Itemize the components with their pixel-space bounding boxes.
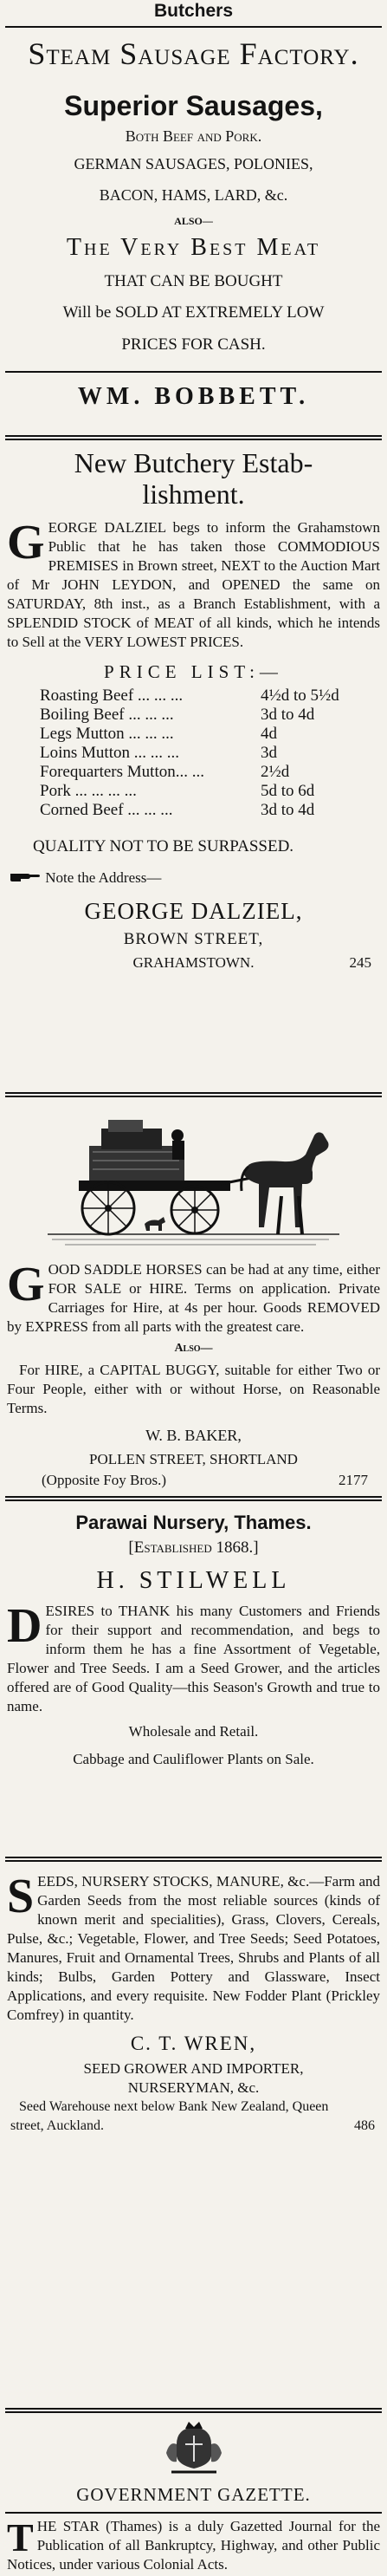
ad-line: GERMAN SAUSAGES, POLONIES,	[74, 155, 313, 172]
price-item: Corned Beef ... ... ...	[40, 801, 173, 819]
ad-line: The Very Best Meat	[66, 234, 321, 261]
price-item: Boiling Beef ... ... ...	[40, 706, 174, 724]
price-row	[40, 782, 370, 801]
advertiser-name: GEORGE DALZIEL,	[84, 898, 303, 925]
advertiser-town: GRAHAMSTOWN.	[132, 954, 255, 972]
established-line: [Established 1868.]	[128, 1538, 259, 1557]
horse-cart-icon	[48, 1113, 339, 1252]
ad-number: 245	[349, 954, 371, 972]
ad-body: G OOD SADDLE HORSES can be had at any time, either FOR SALE or HIRE. Terms on application. Private Carriages for Hire, at 4s per hour. Goods REMOVED by EXPRESS from all parts with the greatest care. Also— For HIRE, a CAPITAL BUGGY, suitable for either Two or Four People, either with or without Horse, on Reasonable Terms. W. B. BAKER, POLLEN STREET, SHORTLAND (Opposite Foy Bros.) 2177	[7, 1260, 380, 1491]
price-list-title: PRICE LIST:—	[104, 661, 283, 682]
drop-cap: T	[7, 2515, 34, 2560]
advertiser-name: H. STILWELL	[96, 1567, 291, 1594]
divider	[5, 1857, 382, 1862]
advertiser-name: C. T. WREN,	[130, 2033, 257, 2054]
advertiser-address: Seed Warehouse next below Bank New Zealand, Queen street, Auckland. 486	[0, 2098, 387, 2136]
ad-line: PRICES FOR CASH.	[121, 335, 266, 354]
ad-body: G EORGE DALZIEL begs to inform the Grahamstown Public that he has taken those COMMODIOUS PREMISES in Brown street, NEXT to the Auction Mart of Mr JOHN LEYDON, and OPENED the same on SATURDAY, 8th inst., as a Branch Establishment, with a SPLENDID STOCK of MEAT of all kinds, which he intends to Sell at the VERY LOWEST PRICES.	[7, 516, 380, 650]
divider	[5, 1092, 382, 1097]
section-header	[0, 0, 387, 23]
drop-cap: D	[7, 1599, 42, 1653]
price-item: Legs Mutton ... ... ...	[40, 725, 174, 743]
ad-headline: Steam Sausage Factory.	[28, 36, 359, 71]
quality-note: QUALITY NOT TO BE SURPASSED.	[33, 837, 294, 855]
price-list	[0, 686, 387, 820]
advertiser-title: NURSERYMAN, &c.	[127, 2079, 260, 2096]
price-row	[40, 801, 370, 820]
advertiser-opposite: (Opposite Foy Bros.)	[42, 1472, 167, 1488]
price-value: 2½d	[261, 763, 290, 781]
wholesale-line: Wholesale and Retail.	[128, 1723, 259, 1740]
ad-body: T HE STAR (Thames) is a duly Gazetted Journal for the Publication of all Bankruptcy, Highway, and other Public Notices, under various Colonial Acts.	[7, 2515, 380, 2573]
divider	[5, 1496, 382, 1501]
address-note: Note the Address—	[9, 867, 387, 890]
ad-wren	[0, 1872, 387, 2136]
divider	[5, 371, 382, 373]
price-item: Roasting Beef ... ... ...	[40, 686, 184, 705]
price-value: 4d	[261, 725, 277, 743]
pointing-hand-icon	[9, 868, 42, 890]
price-value: 3d to 4d	[261, 801, 315, 819]
ad-number: 486	[354, 2118, 375, 2133]
price-value: 5d to 6d	[261, 782, 315, 800]
price-row	[40, 763, 370, 782]
advertiser-opposite-line	[7, 1470, 380, 1491]
drop-cap: G	[7, 1258, 45, 1311]
price-item: Pork ... ... ... ...	[40, 782, 137, 800]
divider	[5, 2408, 382, 2413]
drop-cap: G	[7, 516, 45, 569]
price-item: Loins Mutton ... ... ...	[40, 744, 179, 762]
ad-also: Also—	[174, 1342, 213, 1355]
ad-headline: New Butchery Estab- lishment.	[74, 447, 313, 510]
ad-headline: Parawai Nursery, Thames.	[75, 1512, 312, 1533]
price-value: 3d to 4d	[261, 706, 315, 724]
divider	[5, 435, 382, 440]
advertiser-name: WM. BOBBETT.	[77, 383, 310, 410]
advertiser-town-line	[0, 951, 387, 975]
ad-also: ALSO—	[174, 215, 213, 227]
ad-body: D ESIRES to THANK his many Customers and Friends for their support and recommendation, and begs to inform them he has a fine Assortment of Vegetable, Flower and Tree Seeds. I am a Seed Grower, and the articles offered are of Good Quality—this Season's Growth and true to name.	[7, 1599, 380, 1714]
horse-cart-illustration	[48, 1113, 339, 1252]
price-row	[40, 725, 370, 744]
drop-cap: S	[7, 1870, 35, 1923]
ad-body-2: For HIRE, a CAPITAL BUGGY, suitable for either Two or Four People, either with or without Horse, on Reasonable Terms.	[7, 1362, 380, 1416]
ad-gazette	[0, 2418, 387, 2574]
ad-line: BACON, HAMS, LARD, &c.	[99, 186, 288, 204]
ad-number: 2177	[339, 1472, 368, 1488]
advertiser-name: W. B. BAKER,	[145, 1427, 242, 1444]
price-row	[40, 686, 370, 706]
price-row	[40, 706, 370, 725]
royal-crest-icon	[0, 2418, 387, 2482]
ad-dalziel	[0, 447, 387, 975]
advertiser-title: SEED GROWER AND IMPORTER,	[83, 2060, 304, 2077]
ad-subheadline: Superior Sausages,	[64, 90, 323, 121]
advertiser-street: BROWN STREET,	[123, 930, 264, 949]
price-value: 4½d to 5½d	[261, 686, 339, 705]
advertiser-street: POLLEN STREET, SHORTLAND	[89, 1451, 298, 1467]
ad-line: THAT CAN BE BOUGHT	[104, 272, 283, 290]
ad-line: Both Beef and Pork.	[125, 127, 262, 145]
plants-line: Cabbage and Cauliflower Plants on Sale.	[73, 1751, 314, 1767]
ad-body: S EEDS, NURSERY STOCKS, MANURE, &c.—Farm and Garden Seeds from the most reliable sources (kinds of known merit and specialities), Grass, Clovers, Cereals, Pulse, &c.; Vegetable, Flower, and Tree Seeds; Seed Potatoes, Manures, Fruit and Ornamental Trees, Shrubs and Plants of all kinds; Bulbs, Garden Pottery and Glassware, Insect Applications, and every requisite. New Fodder Plant (Prickley Comfrey) in quantity.	[7, 1870, 380, 2023]
price-item: Forequarters Mutton... ...	[40, 763, 204, 781]
section-title: Butchers	[153, 1, 234, 21]
price-row	[40, 744, 370, 763]
ad-stilwell	[0, 1510, 387, 1772]
divider	[5, 2512, 382, 2514]
divider	[5, 26, 382, 28]
ad-bobbett	[0, 35, 387, 421]
ad-line: Will be SOLD AT EXTREMELY LOW	[62, 303, 325, 322]
ad-headline: GOVERNMENT GAZETTE.	[76, 2484, 311, 2505]
price-value: 3d	[261, 744, 277, 762]
